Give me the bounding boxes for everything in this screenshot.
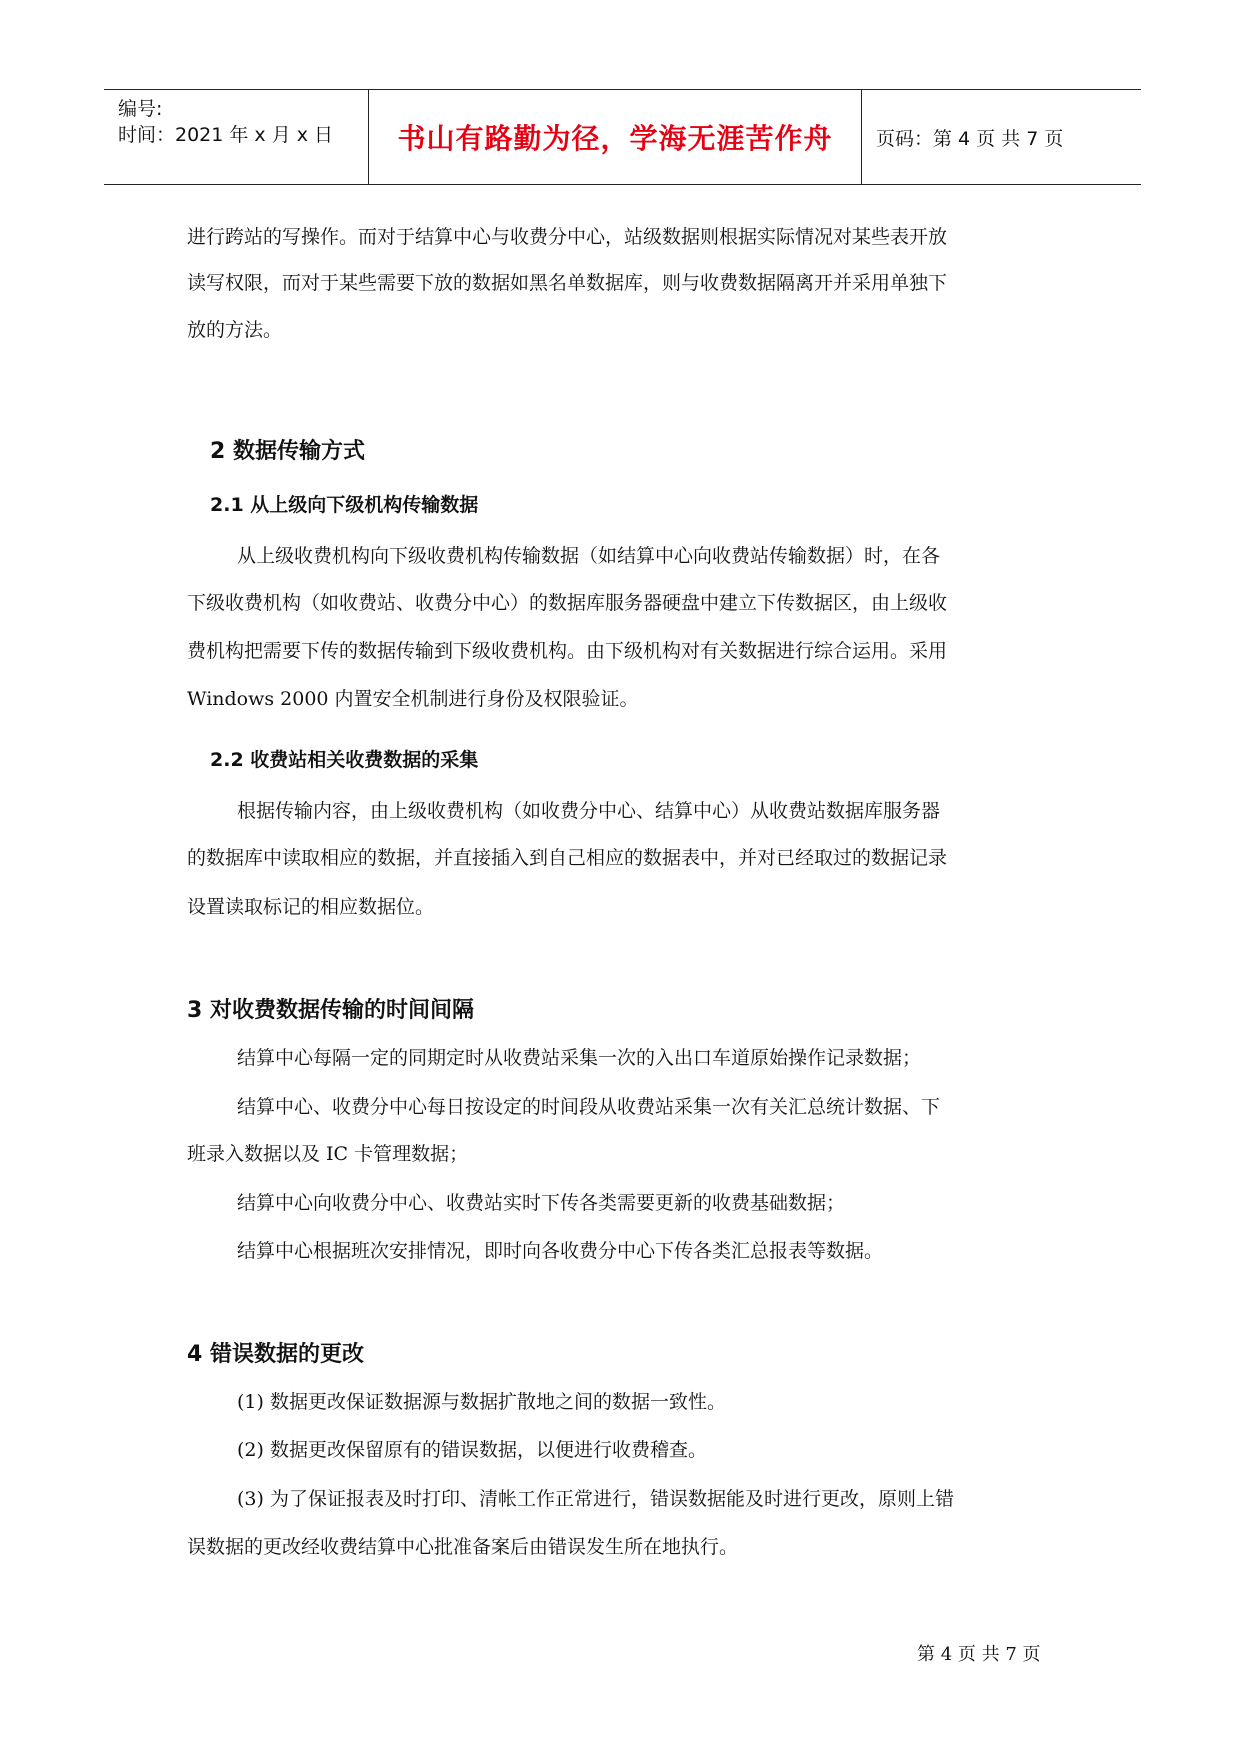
section-2-1-line: Windows 2000 内置安全机制进行身份及权限验证。 — [187, 688, 639, 710]
section-2-1-line: 下级收费机构（如收费站、收费分中心）的数据库服务器硬盘中建立下传数据区，由上级收 — [187, 592, 948, 614]
section-3-line: 班录入数据以及 IC 卡管理数据； — [187, 1143, 469, 1165]
section-4-line: (1) 数据更改保证数据源与数据扩散地之间的数据一致性。 — [237, 1391, 726, 1413]
section-3-heading: 3 对收费数据传输的时间间隔 — [187, 998, 474, 1023]
section-4-line: (3) 为了保证报表及时打印、清帐工作正常进行，错误数据能及时进行更改，原则上错 — [237, 1488, 954, 1510]
section-3-line: 结算中心向收费分中心、收费站实时下传各类需要更新的收费基础数据； — [237, 1192, 846, 1214]
header-motto: 书山有路勤为径，学海无涯苦作舟 — [397, 122, 833, 155]
section-2-2-heading: 2.2 收费站相关收费数据的采集 — [210, 749, 479, 771]
intro-line: 读写权限，而对于某些需要下放的数据如黑名单数据库，则与收费数据隔离开并采用单独下 — [187, 272, 948, 294]
page-header — [104, 89, 1141, 185]
section-3-line: 结算中心根据班次安排情况，即时向各收费分中心下传各类汇总报表等数据。 — [237, 1240, 884, 1262]
intro-line: 放的方法。 — [187, 319, 283, 341]
section-2-2-line: 根据传输内容，由上级收费机构（如收费分中心、结算中心）从收费站数据库服务器 — [237, 800, 941, 822]
header-meta-cell — [104, 90, 369, 184]
intro-line: 进行跨站的写操作。而对于结算中心与收费分中心，站级数据则根据实际情况对某些表开放 — [187, 226, 948, 248]
section-4-line: (2) 数据更改保留原有的错误数据，以便进行收费稽查。 — [237, 1439, 707, 1461]
document-time-label: 时间：2021 年 x 月 x 日 — [118, 124, 334, 146]
section-4-heading: 4 错误数据的更改 — [187, 1342, 364, 1367]
document-code-label: 编号: — [118, 98, 163, 120]
header-page-code: 页码：第 4 页 共 7 页 — [876, 127, 1064, 150]
section-3-line: 结算中心每隔一定的同期定时从收费站采集一次的入出口车道原始操作记录数据； — [237, 1047, 922, 1069]
section-2-2-line: 的数据库中读取相应的数据，并直接插入到自己相应的数据表中，并对已经取过的数据记录 — [187, 847, 948, 869]
section-2-1-heading: 2.1 从上级向下级机构传输数据 — [210, 494, 479, 516]
section-3-line: 结算中心、收费分中心每日按设定的时间段从收费站采集一次有关汇总统计数据、下 — [237, 1096, 941, 1118]
section-2-2-line: 设置读取标记的相应数据位。 — [187, 896, 435, 918]
header-motto-cell — [369, 90, 862, 184]
section-2-heading: 2 数据传输方式 — [210, 439, 365, 464]
page-footer-number: 第 4 页 共 7 页 — [917, 1644, 1041, 1665]
section-2-1-line: 费机构把需要下传的数据传输到下级收费机构。由下级机构对有关数据进行综合运用。采用 — [187, 640, 948, 662]
header-page-cell — [862, 90, 1141, 184]
section-2-1-line: 从上级收费机构向下级收费机构传输数据（如结算中心向收费站传输数据）时，在各 — [237, 545, 941, 567]
section-4-line: 误数据的更改经收费结算中心批准备案后由错误发生所在地执行。 — [187, 1536, 739, 1558]
